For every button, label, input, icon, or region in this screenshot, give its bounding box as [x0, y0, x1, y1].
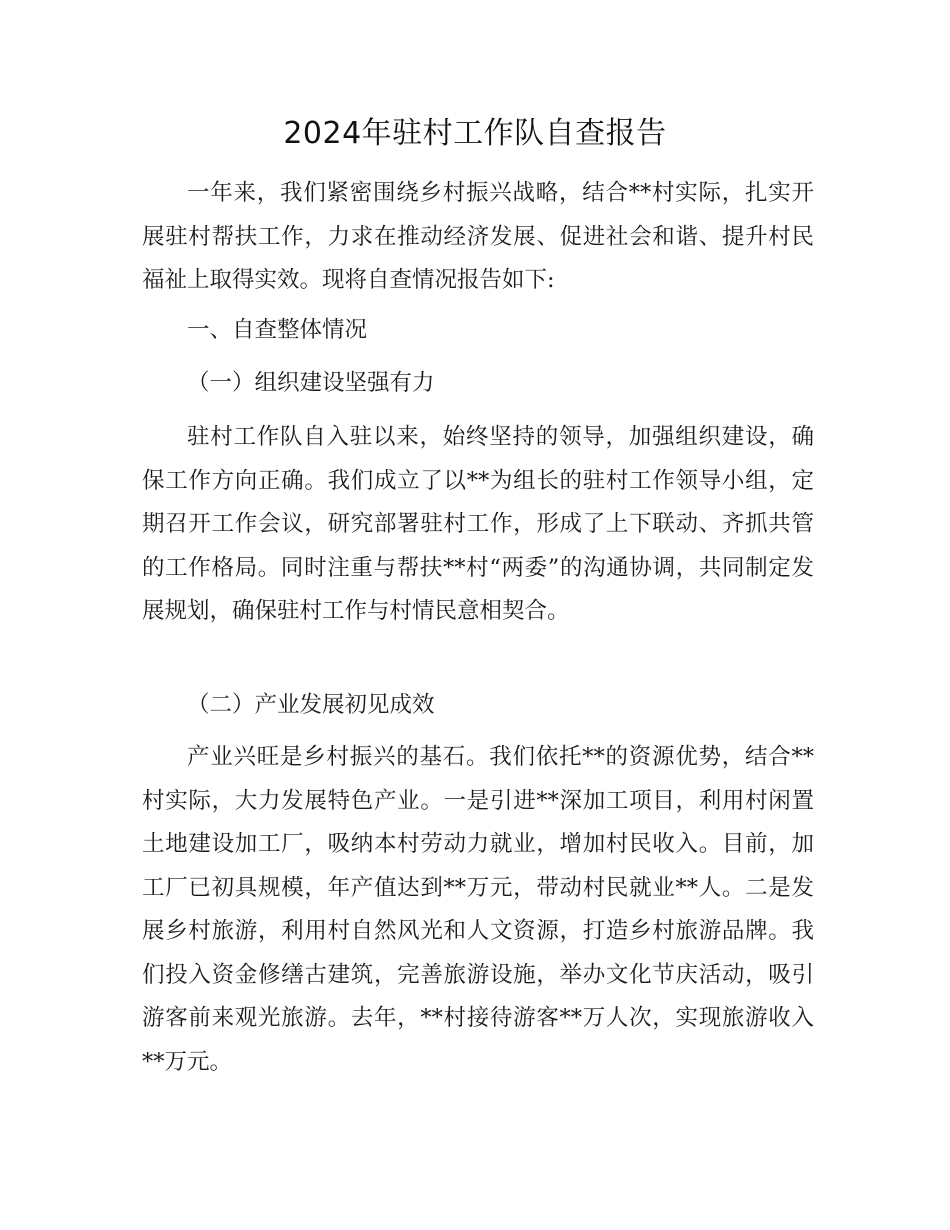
intro-block	[142, 172, 814, 303]
sub1-heading: （一）组织建设坚强有力	[187, 370, 435, 396]
sub1-heading-block	[142, 362, 814, 406]
document-title: 2024年驻村工作队自查报告	[283, 116, 667, 151]
sub2-heading-block	[142, 684, 814, 728]
sub2-paragraph: 产业兴旺是乡村振兴的基石。我们依托**的资源优势，结合**村实际，大力发展特色产业。一是引进**深加工项目，利用村闲置土地建设加工厂，吸纳本村劳动力就业，增加村民收入。目前，加工厂已初具规模，年产值达到**万元，带动村民就业**人。二是发展乡村旅游，利用村自然风光和人文资源，打造乡村旅游品牌。我们投入资金修缮古建筑，完善旅游设施，举办文化节庆活动，吸引游客前来观光旅游。去年，**村接待游客**万人次，实现旅游收入**万元。	[142, 744, 814, 1075]
sub1-paragraph: 驻村工作队自入驻以来，始终坚持的领导，加强组织建设，确保工作方向正确。我们成立了以**为组长的驻村工作领导小组，定期召开工作会议，研究部署驻村工作，形成了上下联动、齐抓共管的工作格局。同时注重与帮扶**村“两委”的沟通协调，共同制定发展规划，确保驻村工作与村情民意相契合。	[142, 424, 814, 624]
sub2-heading: （二）产业发展初见成效	[187, 692, 435, 718]
intro-paragraph: 一年来，我们紧密围绕乡村振兴战略，结合**村实际，扎实开展驻村帮扶工作，力求在推动经济发展、促进社会和谐、提升村民福祉上取得实效。现将自查情况报告如下:	[142, 180, 814, 293]
sub1-body-block	[142, 416, 814, 634]
section1-block	[142, 309, 814, 353]
section1-heading: 一、自查整体情况	[187, 317, 368, 343]
sub2-body-block	[142, 736, 814, 1084]
